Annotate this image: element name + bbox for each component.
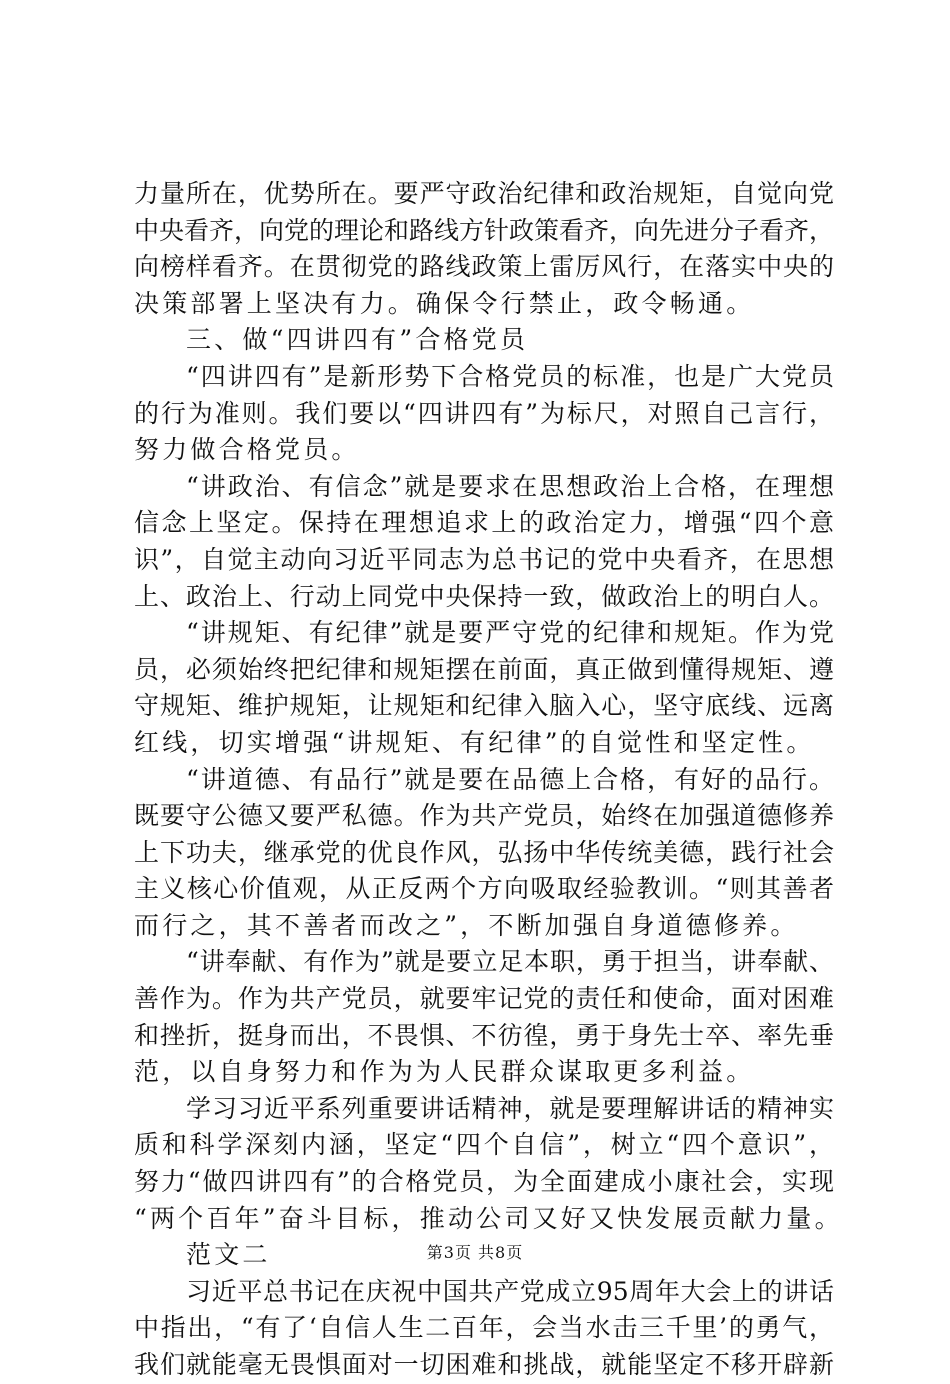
text-line: 向榜样看齐。在贯彻党的路线政策上雷厉风行，在落实中央的 — [134, 252, 834, 282]
text-line: 而行之，其不善者而改之”，不断加强自身道德修养。 — [134, 910, 799, 940]
text-line: 上、政治上、行动上同党中央保持一致，做政治上的明白人。 — [134, 581, 834, 611]
text-line: 力量所在，优势所在。要严守政治纪律和政治规矩，自觉向党 — [134, 179, 834, 208]
text-line: 决策部署上坚决有力。确保令行禁止，政令畅通。 — [134, 288, 755, 318]
text-line: 识”，自觉主动向习近平同志为总书记的党中央看齐，在思想 — [134, 544, 834, 574]
text-line: 信念上坚定。保持在理想追求上的政治定力，增强“四个意 — [134, 508, 834, 538]
text-line: 红线，切实增强“讲规矩、有纪律”的自觉性和坚定性。 — [134, 727, 815, 757]
text-line: “四讲四有”是新形势下合格党员的标准，也是广大党员 — [186, 361, 834, 391]
text-line: 学习习近平系列重要讲话精神，就是要理解讲话的精神实 — [186, 1093, 834, 1123]
text-line: 员，必须始终把纪律和规矩摆在前面，真正做到懂得规矩、遵 — [134, 654, 834, 684]
text-line: 守规矩、维护规矩，让规矩和纪律入脑入心，坚守底线、远离 — [134, 691, 834, 721]
text-line: 既要守公德又要严私德。作为共产党员，始终在加强道德修养 — [134, 801, 834, 831]
page-footer: 第3页 共8页 — [426, 1243, 524, 1262]
text-line: “讲政治、有信念”就是要求在思想政治上合格，在理想 — [186, 471, 834, 501]
text-line: 上下功夫，继承党的优良作风，弘扬中华传统美德，践行社会 — [134, 837, 834, 867]
text-line: 善作为。作为共产党员，就要牢记党的责任和使命，面对困难 — [134, 984, 834, 1014]
text-line: 三、做“四讲四有”合格党员 — [186, 325, 529, 355]
text-line: 中指出，“有了‘自信人生二百年，会当水击三千里’的勇气， — [134, 1313, 834, 1343]
text-line: 和挫折，挺身而出，不畏惧、不彷徨，勇于身先士卒、率先垂 — [134, 1020, 834, 1050]
text-line: 质和科学深刻内涵，坚定“四个自信”，树立“四个意识”， — [134, 1130, 834, 1160]
text-line: “讲道德、有品行”就是要在品德上合格，有好的品行。 — [186, 764, 834, 794]
text-line: “讲奉献、有作为”就是要立足本职，勇于担当，讲奉献、 — [186, 947, 834, 977]
text-line: 努力“做四讲四有”的合格党员，为全面建成小康社会，实现 — [134, 1167, 834, 1197]
text-line: 习近平总书记在庆祝中国共产党成立95周年大会上的讲话 — [186, 1276, 834, 1306]
text-line: 的行为准则。我们要以“四讲四有”为标尺，对照自己言行， — [134, 398, 834, 428]
document-body — [134, 176, 843, 1384]
text-line: 范，以自身努力和作为为人民群众谋取更多利益。 — [134, 1057, 755, 1087]
text-line: 我们就能毫无畏惧面对一切困难和挑战，就能坚定不移开辟新 — [134, 1350, 834, 1379]
text-line: 主义核心价值观，从正反两个方向吸取经验教训。“则其善者 — [134, 874, 834, 904]
text-line: “两个百年”奋斗目标，推动公司又好又快发展贡献力量。 — [134, 1203, 843, 1233]
text-line: 中央看齐，向党的理论和路线方针政策看齐，向先进分子看齐， — [134, 215, 835, 245]
text-line: 范文二 — [186, 1240, 271, 1270]
text-line: “讲规矩、有纪律”就是要严守党的纪律和规矩。作为党 — [186, 618, 834, 648]
text-line: 努力做合格党员。 — [134, 435, 360, 465]
